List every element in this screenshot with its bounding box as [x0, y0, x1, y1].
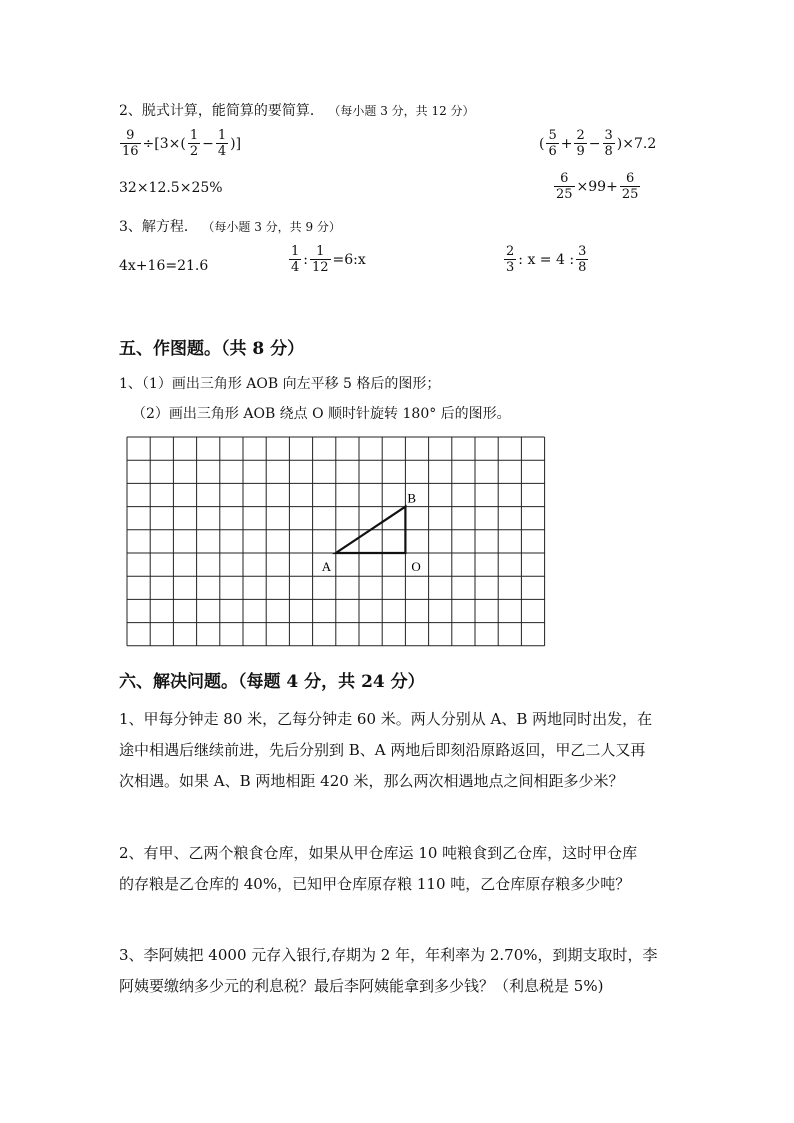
problem-2-line: 的存粮是乙仓库的 40%，已知甲仓库原存粮 110 吨，乙仓库原存粮多少吨？ — [119, 875, 631, 893]
point-label-o: O — [411, 559, 421, 574]
fraction: $\frac{3}{8}$ — [578, 244, 587, 275]
section-6-title: 六、解决问题。（每题 4 分，共 24 分） — [119, 672, 425, 692]
section-5-line-1: 1、（1）画出三角形 AOB 向左平移 5 格后的图形； — [119, 376, 441, 392]
problem-1-line: 1、甲每分钟走 80 米，乙每分钟走 60 米。两人分别从 A、B 两地同时出发，在 — [119, 710, 653, 728]
point-label-a: A — [321, 559, 332, 574]
q2-expr-4: $\frac{6}{25}$ ×99+ $\frac{6}{25}$ — [556, 171, 639, 202]
q3-equation-2: $\frac{1}{4}$ : $\frac{1}{12}$ =6:x — [291, 244, 366, 275]
fraction: $\frac{1}{4}$ — [291, 244, 300, 275]
fraction: $\frac{1}{12}$ — [312, 244, 329, 275]
problem-3 — [119, 940, 658, 1002]
fraction: $\frac{3}{8}$ — [604, 128, 613, 159]
q2-heading-text: 2、脱式计算，能简算的要简算． — [119, 103, 324, 119]
fraction: $\frac{1}{4}$ — [217, 128, 227, 159]
drawing-grid — [120, 430, 560, 655]
fraction: $\frac{1}{2}$ — [189, 128, 199, 159]
section-5-title: 五、作图题。（共 8 分） — [119, 339, 305, 359]
problem-1-line: 途中相遇后继续前进，先后分别到 B、A 两地后即刻沿原路返回，甲乙二人又再 — [119, 741, 646, 759]
problem-1-line: 次相遇。如果 A、B 两地相距 420 米，那么两次相遇地点之间相距多少米？ — [119, 772, 624, 790]
q3-heading-text: 3、解方程． — [119, 219, 198, 235]
q2-heading — [119, 101, 475, 121]
q3-score-note: （每小题 3 分，共 9 分） — [202, 220, 341, 234]
fraction: $\frac{2}{9}$ — [576, 128, 585, 159]
section-5-line-2: （2）画出三角形 AOB 绕点 O 顺时针旋转 180° 后的图形。 — [132, 406, 511, 422]
fraction: $\frac{2}{3}$ — [506, 244, 515, 275]
q3-heading — [119, 217, 341, 237]
problem-3-line: 3、李阿姨把 4000 元存入银行,存期为 2 年，年利率为 2.70%，到期支取时，李 — [119, 946, 658, 964]
q2-expr-3: 32×12.5×25% — [119, 180, 223, 196]
grid-lines — [127, 437, 545, 646]
q3-equation-3: $\frac{2}{3}$ : x = 4 : $\frac{3}{8}$ — [506, 244, 587, 275]
q2-expr-2: ( $\frac{5}{6}$ + $\frac{2}{9}$ − $\frac{3}{8}$ )×7.2 — [539, 128, 657, 159]
fraction: $\frac{6}{25}$ — [621, 171, 639, 202]
problem-1 — [119, 704, 652, 797]
fraction: $\frac{6}{25}$ — [556, 171, 573, 202]
q2-score-note: （每小题 3 分，共 12 分） — [328, 104, 475, 118]
fraction: $\frac{5}{6}$ — [548, 128, 557, 159]
problem-2 — [119, 838, 637, 900]
q2-expr-1: $\frac{9}{16}$ ÷[3×( $\frac{1}{2}$ − $\frac{1}{4}$ )] — [122, 128, 242, 159]
fraction: $\frac{9}{16}$ — [122, 128, 139, 159]
point-label-b: B — [407, 490, 417, 506]
problem-3-line: 阿姨要缴纳多少元的利息税？最后李阿姨能拿到多少钱？（利息税是 5%) — [119, 977, 604, 995]
q3-equation-1: 4x+16=21.6 — [119, 258, 209, 274]
problem-2-line: 2、有甲、乙两个粮食仓库，如果从甲仓库运 10 吨粮食到乙仓库，这时甲仓库 — [119, 844, 638, 862]
